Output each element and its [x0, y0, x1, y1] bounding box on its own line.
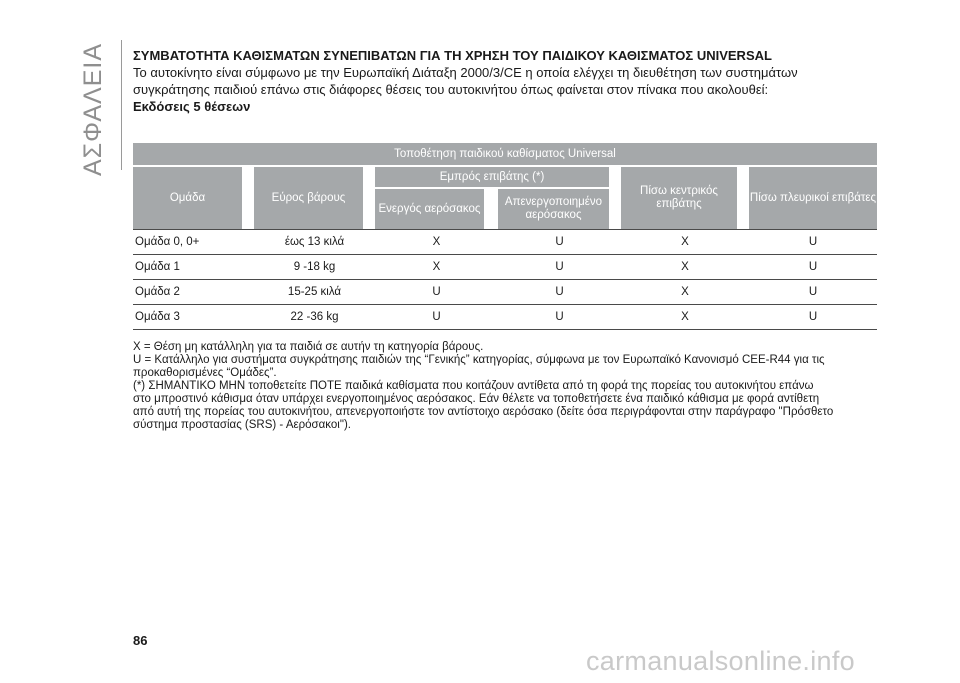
header-front-inactive-airbag: Απενεργοποιημένο αερόσακος: [498, 187, 621, 229]
header-rear-center: Πίσω κεντρικός επιβάτης: [621, 167, 749, 229]
page-number: 86: [133, 633, 148, 648]
cell-rear-side: U: [749, 255, 877, 280]
section-divider: [121, 40, 122, 170]
intro-line-2: συγκράτησης παιδιού επάνω στις διάφορες θέσεις του αυτοκινήτου όπως φαίνεται στον πίνακα που ακολουθεί:: [133, 82, 769, 97]
cell-group: Ομάδα 3: [133, 305, 254, 330]
cell-rear-center: X: [621, 229, 749, 255]
page-content: [133, 48, 878, 115]
intro-line-1: Το αυτοκίνητο είναι σύμφωνο με την Ευρωπαϊκή Διάταξη 2000/3/CE η οποία ελέγχει τη διευθέτηση των συστημάτων: [133, 65, 798, 80]
note-line: (*) ΣΗΜΑΝΤΙΚΟ ΜΗΝ τοποθετείτε ΠΟΤΕ παιδικά καθίσματα που κοιτάζουν αντίθετα από τη φορά της πορείας του αυτοκινήτου επάνω: [133, 380, 814, 392]
table-row: [133, 305, 877, 330]
header-group: Ομάδα: [133, 167, 254, 229]
section-side-title-text: ΑΣΦΑΛΕΙΑ: [79, 42, 108, 176]
cell-rear-center: X: [621, 305, 749, 330]
cell-group: Ομάδα 2: [133, 280, 254, 305]
cell-front-active: X: [375, 255, 498, 280]
table-title: Τοποθέτηση παιδικού καθίσματος Universal: [133, 143, 877, 167]
cell-weight: 22 -36 kg: [254, 305, 375, 330]
cell-front-active: X: [375, 229, 498, 255]
cell-front-active: U: [375, 305, 498, 330]
header-front-active-airbag: Ενεργός αερόσακος: [375, 187, 498, 229]
note-line: από αυτή της πορείας του αυτοκινήτου, απενεργοποιήστε τον αντίστοιχο αερόσακο (δείτε όσα περιγράφονται στην παράγραφο "Πρόσθετο: [133, 406, 834, 418]
header-weight: Εύρος βάρους: [254, 167, 375, 229]
table-row: [133, 255, 877, 280]
cell-front-inactive: U: [498, 280, 621, 305]
note-line: στο μπροστινό κάθισμα όταν υπάρχει ενεργοποιημένος αερόσακος. Εάν θέλετε να τοποθετήσετε ένα παιδικό κάθισμα με φορά αντίθετη: [133, 393, 820, 405]
cell-group: Ομάδα 0, 0+: [133, 229, 254, 255]
table-row: [133, 229, 877, 255]
note-line: U = Κατάλληλο για συστήματα συγκράτησης παιδιών της “Γενικής” κατηγορίας, σύμφωνα με τον Ευρωπαϊκό Κανονισμό CEE-R44 για τις: [133, 354, 825, 366]
page-heading: ΣΥΜΒΑΤΟΤΗΤΑ ΚΑΘΙΣΜΑΤΩΝ ΣΥΝΕΠΙΒΑΤΩΝ ΓΙΑ ΤΗ ΧΡΗΣΗ ΤΟΥ ΠΑΙΔΙΚΟΥ ΚΑΘΙΣΜΑΤΟΣ UNIVERSAL: [133, 48, 772, 63]
cell-rear-side: U: [749, 280, 877, 305]
cell-group: Ομάδα 1: [133, 255, 254, 280]
table-notes: [133, 341, 883, 432]
watermark: carmanualsonline.info: [586, 646, 855, 676]
cell-front-inactive: U: [498, 305, 621, 330]
cell-weight: 9 -18 kg: [254, 255, 375, 280]
note-line: σύστημα προστασίας (SRS) - Αερόσακοι").: [133, 419, 351, 431]
note-line: X = Θέση μη κατάλληλη για τα παιδιά σε αυτήν τη κατηγορία βάρους.: [133, 341, 484, 353]
cell-rear-side: U: [749, 305, 877, 330]
cell-weight: 15-25 κιλά: [254, 280, 375, 305]
cell-rear-side: U: [749, 229, 877, 255]
cell-rear-center: X: [621, 280, 749, 305]
table-row: [133, 280, 877, 305]
cell-weight: έως 13 κιλά: [254, 229, 375, 255]
header-rear-side: Πίσω πλευρικοί επιβάτες: [749, 167, 877, 229]
header-front-passenger: Εμπρός επιβάτης (*): [375, 167, 621, 187]
child-seat-table: [133, 143, 877, 330]
cell-front-inactive: U: [498, 229, 621, 255]
cell-front-inactive: U: [498, 255, 621, 280]
note-line: προκαθορισμένες “Ομάδες”.: [133, 367, 277, 379]
versions-subheading: Εκδόσεις 5 θέσεων: [133, 99, 251, 114]
cell-rear-center: X: [621, 255, 749, 280]
cell-front-active: U: [375, 280, 498, 305]
section-side-title: [74, 44, 114, 174]
